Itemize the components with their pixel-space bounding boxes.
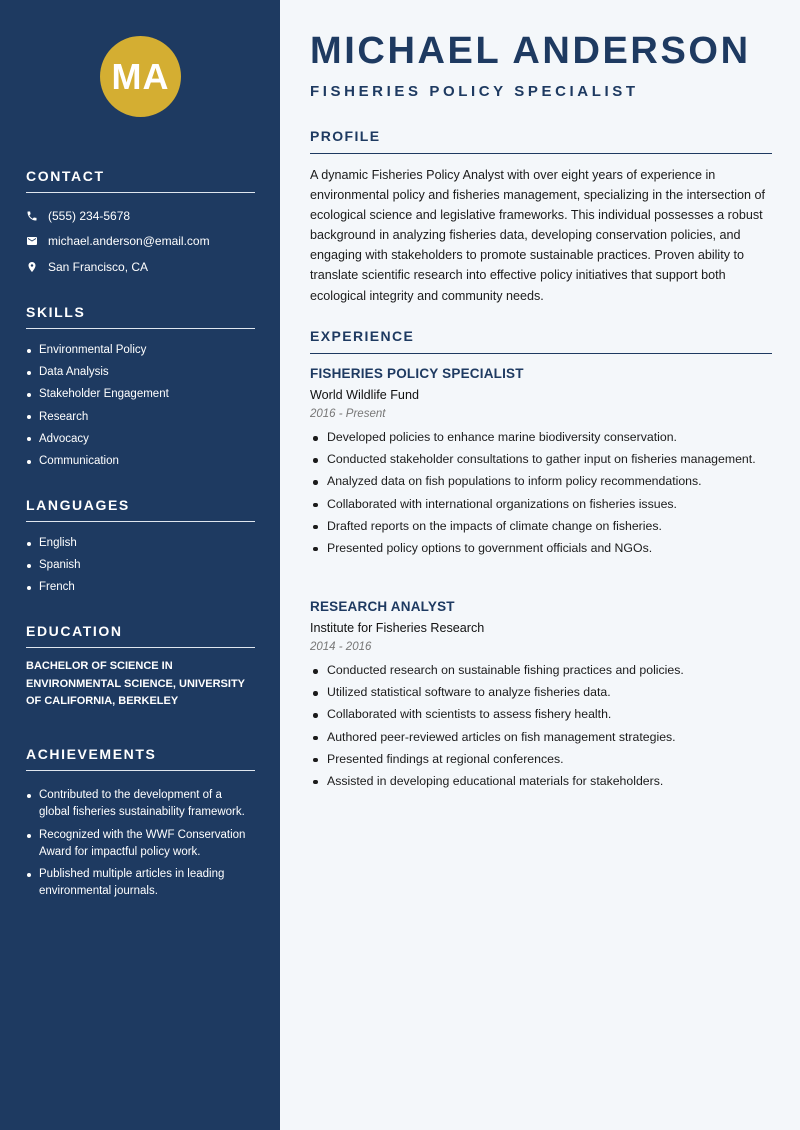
avatar-initials: MA bbox=[111, 55, 170, 97]
language-item: English bbox=[26, 532, 255, 554]
job-bullet: Conducted stakeholder consultations to gather input on fisheries management. bbox=[310, 451, 772, 469]
experience-section bbox=[310, 328, 772, 354]
job-title: FISHERIES POLICY SPECIALIST bbox=[310, 366, 524, 381]
languages-section bbox=[26, 497, 255, 599]
achievement-item: Published multiple articles in leading environmental journals. bbox=[26, 866, 255, 900]
job-bullets bbox=[310, 662, 772, 790]
location-text: San Francisco, CA bbox=[48, 259, 149, 274]
profile-heading: PROFILE bbox=[310, 128, 772, 154]
job-bullet: Presented findings at regional conferences. bbox=[310, 751, 772, 769]
job-dates: 2014 - 2016 bbox=[310, 641, 372, 653]
job-bullet: Collaborated with international organizations on fisheries issues. bbox=[310, 496, 772, 514]
achievements-section bbox=[26, 746, 255, 906]
contact-section bbox=[26, 168, 255, 280]
contact-list bbox=[26, 203, 255, 280]
skill-item: Research bbox=[26, 406, 255, 428]
education-heading: EDUCATION bbox=[26, 623, 255, 648]
contact-heading: CONTACT bbox=[26, 168, 255, 193]
job-bullet: Assisted in developing educational materials for stakeholders. bbox=[310, 773, 772, 791]
candidate-title: FISHERIES POLICY SPECIALIST bbox=[310, 83, 639, 100]
skills-section bbox=[26, 304, 255, 472]
languages-list bbox=[26, 532, 255, 599]
skill-item: Data Analysis bbox=[26, 361, 255, 383]
profile-section bbox=[310, 128, 772, 306]
contact-email bbox=[26, 229, 255, 255]
job-bullet: Collaborated with scientists to assess fishery health. bbox=[310, 706, 772, 724]
job-bullet: Analyzed data on fish populations to inform policy recommendations. bbox=[310, 473, 772, 491]
email-text[interactable]: michael.anderson@email.com bbox=[48, 234, 210, 249]
job-company: Institute for Fisheries Research bbox=[310, 621, 485, 635]
phone-text[interactable]: (555) 234-5678 bbox=[48, 208, 131, 223]
skills-list bbox=[26, 339, 255, 472]
phone-icon bbox=[26, 210, 48, 222]
job-bullet: Utilized statistical software to analyze fisheries data. bbox=[310, 684, 772, 702]
candidate-name: MICHAEL ANDERSON bbox=[310, 30, 751, 72]
skills-heading: SKILLS bbox=[26, 304, 255, 329]
skill-item: Communication bbox=[26, 450, 255, 472]
skill-item: Stakeholder Engagement bbox=[26, 383, 255, 405]
achievement-item: Contributed to the development of a global fisheries sustainability framework. bbox=[26, 787, 255, 821]
education-section bbox=[26, 623, 255, 711]
job-bullet: Authored peer-reviewed articles on fish management strategies. bbox=[310, 729, 772, 747]
profile-text: A dynamic Fisheries Policy Analyst with over eight years of experience in environmental policy and fisheries management, specializing in the intersection of ecological science and legislative frameworks. This individual possesses a robust background in analyzing fisheries data, developing conservation policies, and engaging with stakeholders to promote sustainable practices. Proven ability to translate scientific research into effective policy initiatives that support both ecological integrity and community needs. bbox=[310, 168, 766, 303]
job-dates: 2016 - Present bbox=[310, 408, 386, 420]
education-degree: BACHELOR OF SCIENCE IN ENVIRONMENTAL SCIENCE, UNIVERSITY OF CALIFORNIA, BERKELEY bbox=[26, 660, 245, 707]
achievements-list bbox=[26, 787, 255, 900]
job-bullet: Presented policy options to government officials and NGOs. bbox=[310, 540, 772, 558]
email-icon bbox=[26, 235, 48, 247]
job-bullet: Drafted reports on the impacts of climate change on fisheries. bbox=[310, 518, 772, 536]
job-company: World Wildlife Fund bbox=[310, 388, 419, 402]
contact-phone bbox=[26, 203, 255, 229]
skill-item: Advocacy bbox=[26, 428, 255, 450]
job-entry bbox=[310, 599, 772, 795]
job-title: RESEARCH ANALYST bbox=[310, 599, 455, 614]
sidebar bbox=[0, 0, 280, 1130]
achievement-item: Recognized with the WWF Conservation Award for impactful policy work. bbox=[26, 827, 255, 861]
job-bullet: Conducted research on sustainable fishing practices and policies. bbox=[310, 662, 772, 680]
achievements-heading: ACHIEVEMENTS bbox=[26, 746, 255, 771]
avatar bbox=[100, 36, 181, 117]
skill-item: Environmental Policy bbox=[26, 339, 255, 361]
language-item: French bbox=[26, 576, 255, 598]
job-bullets bbox=[310, 429, 772, 557]
location-pin-icon bbox=[26, 261, 48, 273]
job-bullet: Developed policies to enhance marine biodiversity conservation. bbox=[310, 429, 772, 447]
language-item: Spanish bbox=[26, 554, 255, 576]
languages-heading: LANGUAGES bbox=[26, 497, 255, 522]
contact-location bbox=[26, 254, 255, 280]
experience-heading: EXPERIENCE bbox=[310, 328, 772, 354]
job-entry bbox=[310, 366, 772, 562]
